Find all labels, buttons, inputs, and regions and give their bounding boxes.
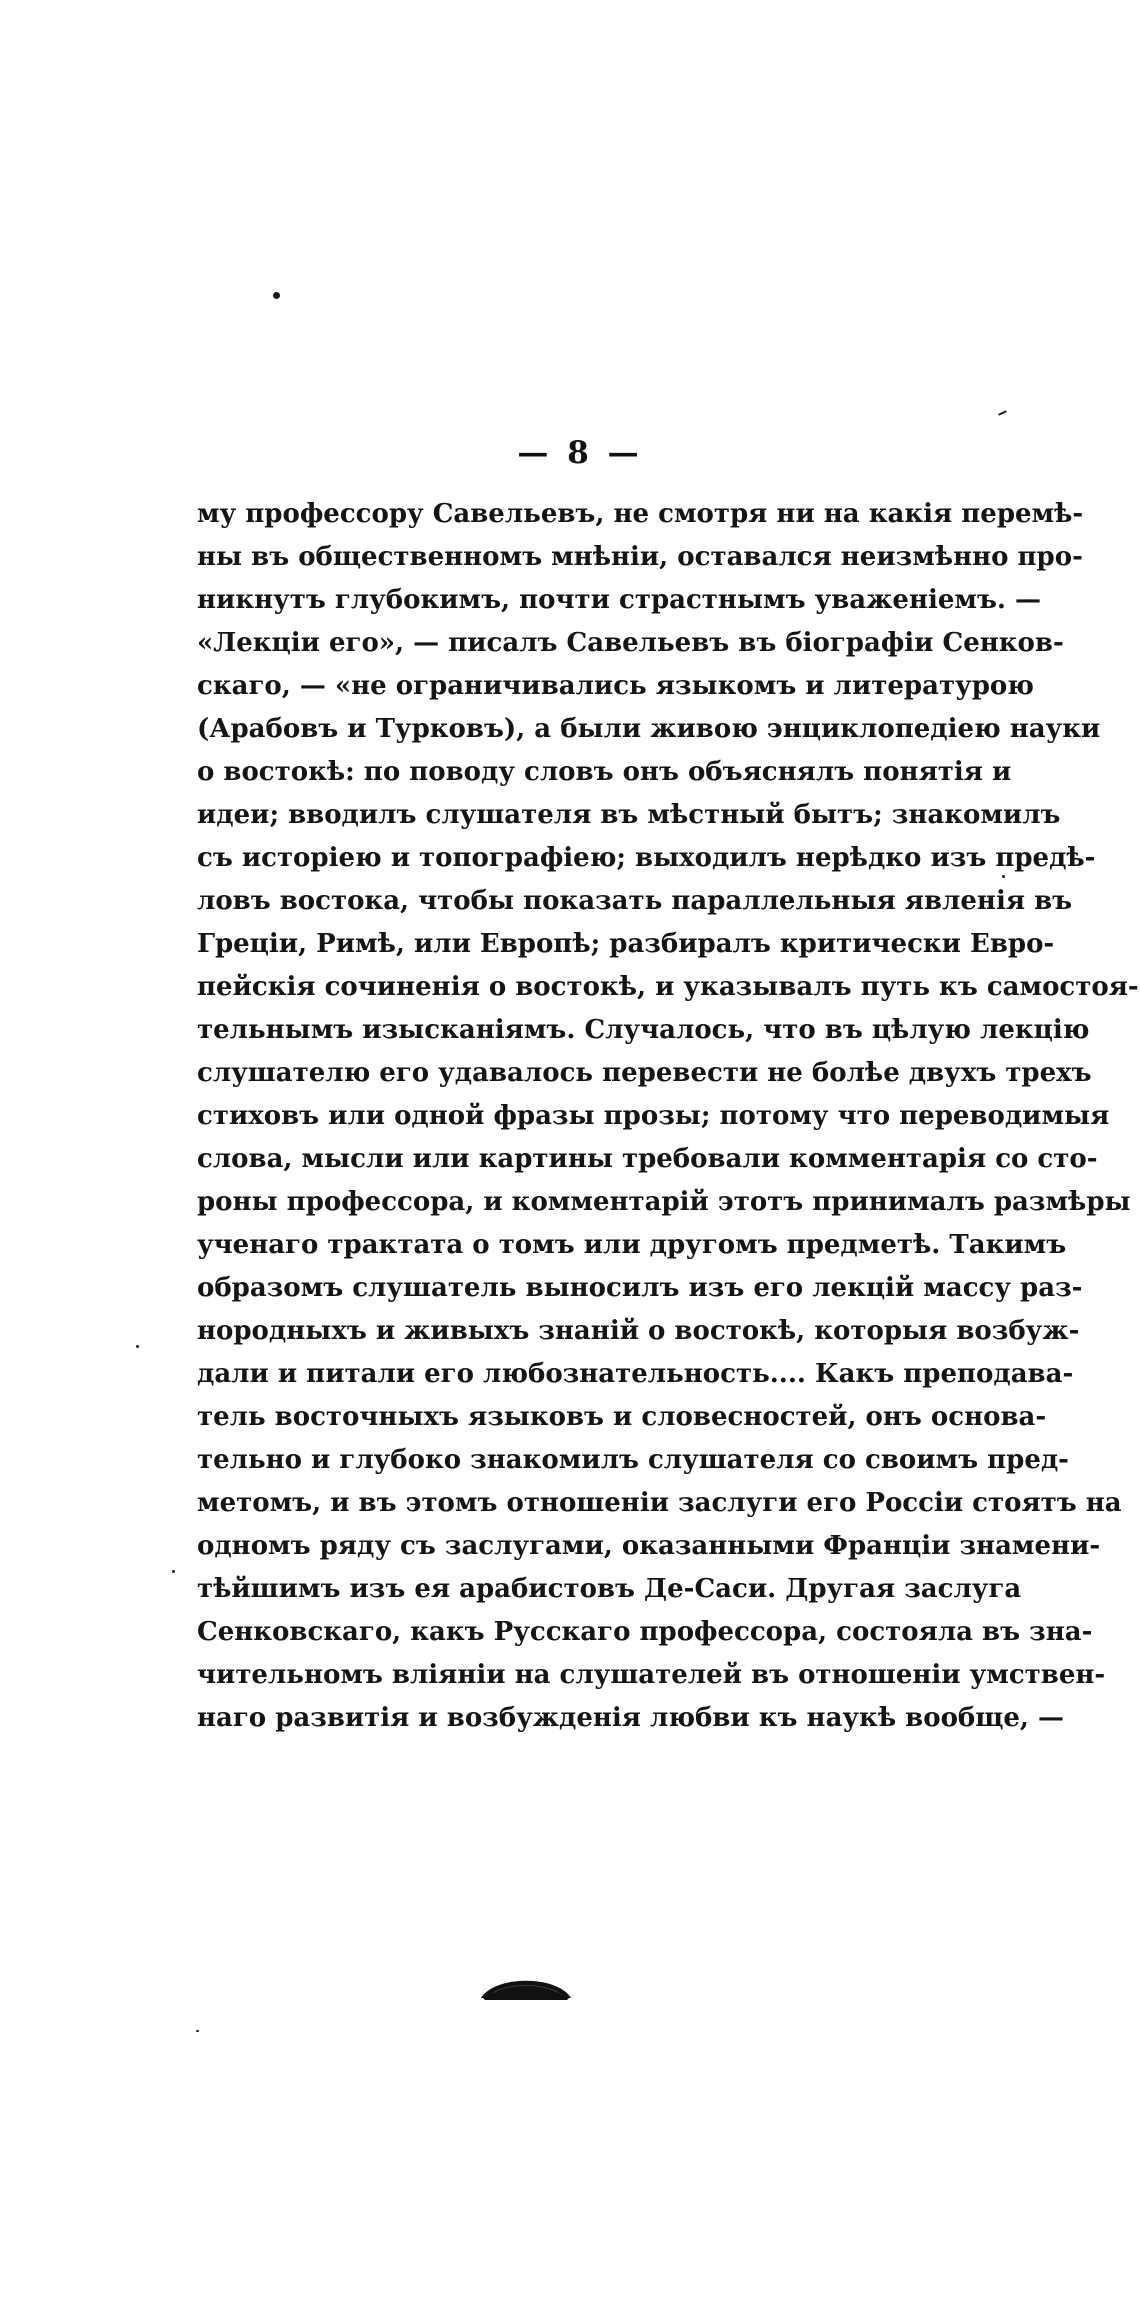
text-line: наго развитія и возбужденія любви къ наукѣ вообще, — bbox=[197, 1703, 1065, 1733]
ink-speck bbox=[172, 1570, 175, 1573]
ink-speck bbox=[273, 292, 280, 299]
text-line: идеи; вводилъ слушателя въ мѣстный бытъ; знакомилъ bbox=[197, 800, 1061, 830]
ink-speck bbox=[1002, 875, 1005, 878]
text-line: тель восточныхъ языковъ и словесностей, онъ основа- bbox=[197, 1402, 1047, 1432]
text-line: Греціи, Римѣ, или Европѣ; разбиралъ критически Евро- bbox=[197, 929, 1055, 959]
text-line: ловъ востока, чтобы показать параллельныя явленія въ bbox=[197, 886, 1073, 916]
text-line: дали и питали его любознательность.... Какъ преподава- bbox=[197, 1359, 1074, 1389]
text-line: стиховъ или одной фразы прозы; потому что переводимыя bbox=[197, 1101, 1110, 1131]
text-line: образомъ слушатель выносилъ изъ его лекцій массу раз- bbox=[197, 1273, 1083, 1303]
text-line: о востокѣ: по поводу словъ онъ объяснялъ понятія и bbox=[197, 757, 1012, 787]
text-line: (Арабовъ и Турковъ), а были живою энциклопедіею науки bbox=[197, 714, 1101, 744]
text-line: тельно и глубоко знакомилъ слушателя со своимъ пред- bbox=[197, 1445, 1069, 1475]
text-line: Сенковскаго, какъ Русскаго профессора, состояла въ зна- bbox=[197, 1617, 1093, 1647]
text-line: скаго, — «не ограничивались языкомъ и литературою bbox=[197, 671, 1034, 701]
text-line: метомъ, и въ этомъ отношеніи заслуги его Россіи стоятъ на bbox=[197, 1488, 1122, 1518]
text-line: тѣйшимъ изъ ея арабистовъ Де-Саси. Другая заслуга bbox=[197, 1574, 1022, 1604]
text-line: «Лекціи его», — писалъ Савельевъ въ біографіи Сенков- bbox=[197, 628, 1064, 658]
text-line: слова, мысли или картины требовали комментарія со сто- bbox=[197, 1144, 1098, 1174]
text-line: пейскія сочиненія о востокѣ, и указывалъ путь къ самостоя- bbox=[197, 972, 1139, 1002]
ink-speck bbox=[998, 410, 1007, 416]
text-line: чительномъ вліяніи на слушателей въ отношеніи умствен- bbox=[197, 1660, 1106, 1690]
body-text bbox=[197, 493, 1139, 1793]
text-line: тельнымъ изысканіямъ. Случалось, что въ цѣлую лекцію bbox=[197, 1015, 1090, 1045]
text-line: ны въ общественномъ мнѣніи, оставался неизмѣнно про- bbox=[197, 542, 1083, 572]
ink-speck bbox=[136, 1345, 139, 1348]
text-line: никнутъ глубокимъ, почти страстнымъ уваженіемъ. — bbox=[197, 585, 1042, 615]
text-line: му профессору Савельевъ, не смотря ни на какія перемѣ- bbox=[197, 499, 1084, 529]
text-line: слушателю его удавалось перевести не болѣе двухъ трехъ bbox=[197, 1058, 1092, 1088]
text-line: роны профессора, и комментарій этотъ принималъ размѣры bbox=[197, 1187, 1131, 1217]
text-line: съ исторіею и топографіею; выходилъ нерѣдко изъ предѣ- bbox=[197, 843, 1096, 873]
text-line: ученаго трактата о томъ или другомъ предметѣ. Такимъ bbox=[197, 1230, 1067, 1260]
ink-speck bbox=[196, 2030, 199, 2032]
printer-ornament-icon bbox=[479, 1971, 573, 2001]
text-line: одномъ ряду съ заслугами, оказанными Франціи знамени- bbox=[197, 1531, 1101, 1561]
page-number: — 8 — bbox=[517, 435, 643, 471]
text-line: нородныхъ и живыхъ знаній о востокѣ, которыя возбуж- bbox=[197, 1316, 1080, 1346]
